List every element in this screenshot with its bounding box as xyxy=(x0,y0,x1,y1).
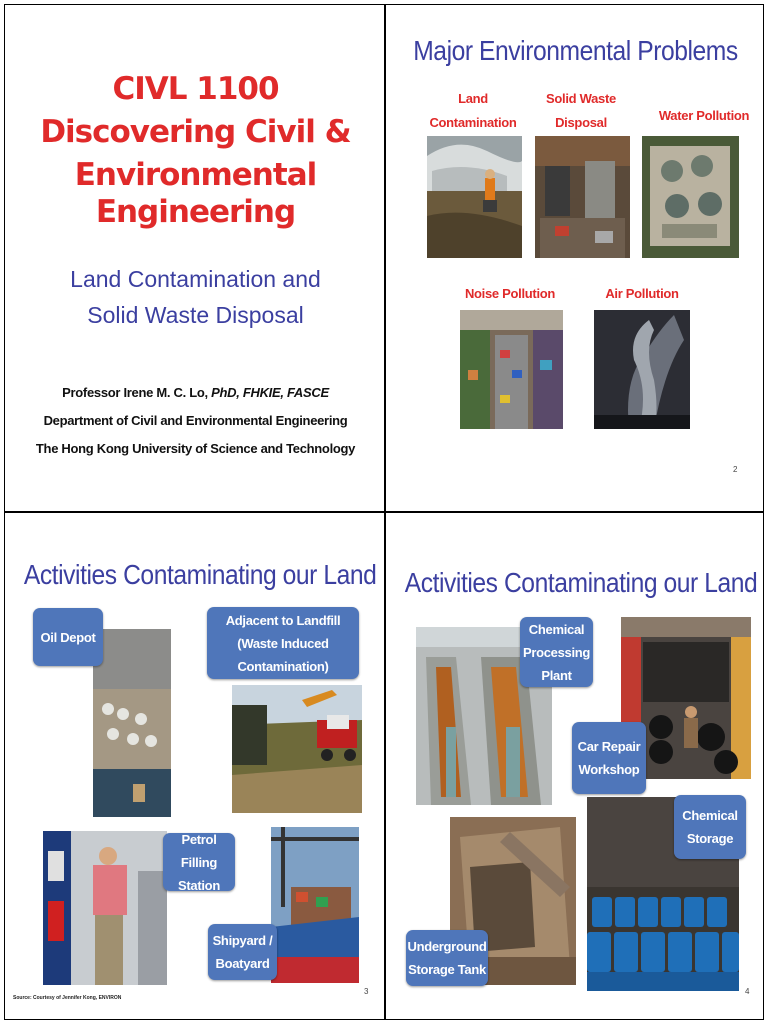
water-pollution-photo xyxy=(642,136,739,258)
shipyard-photo xyxy=(271,827,359,983)
caption-noise-pollution: Noise Pollution xyxy=(464,286,556,301)
source-note: Source: Courtesy of Jennifer Kong, ENVIRON xyxy=(13,995,122,1001)
caption-solid-waste: Solid Waste Disposal xyxy=(546,91,616,130)
page-number: 3 xyxy=(364,987,369,996)
label-chemical-plant: Chemical Processing Plant xyxy=(520,617,593,687)
slide-4-activities xyxy=(385,512,764,1020)
caption-water-pollution: Water Pollution xyxy=(658,108,750,123)
caption-air-pollution: Air Pollution xyxy=(605,286,679,301)
label-landfill: Adjacent to Landfill (Waste Induced Contamination) xyxy=(207,607,359,679)
author-block xyxy=(5,379,385,463)
label-chemical-storage: Chemical Storage xyxy=(674,795,746,859)
university: The Hong Kong University of Science and Technology xyxy=(35,441,356,456)
label-underground-tank: Underground Storage Tank xyxy=(406,930,488,986)
label-petrol-station: Petrol Filling Station xyxy=(163,833,235,891)
slide-2-problems xyxy=(385,4,764,512)
label-oil-depot: Oil Depot xyxy=(33,608,103,666)
subtitle-line-2: Solid Waste Disposal xyxy=(87,302,304,328)
author-line xyxy=(5,379,385,407)
label-car-repair: Car Repair Workshop xyxy=(572,722,646,794)
oil-depot-photo xyxy=(93,629,171,817)
lecture-subtitle xyxy=(5,261,385,333)
solid-waste-photo xyxy=(535,136,630,258)
slide-3-heading: Activities Contaminating our Land xyxy=(23,559,377,590)
noise-pollution-photo xyxy=(460,310,563,429)
caption-land-contamination: Land Contamination xyxy=(429,91,517,130)
author-credentials: PhD, FHKIE, FASCE xyxy=(211,385,329,400)
author-name: Professor Irene M. C. Lo, xyxy=(62,385,212,400)
slide-4-heading: Activities Contaminating our Land xyxy=(404,567,758,598)
page-number: 2 xyxy=(733,465,738,474)
petrol-station-photo xyxy=(43,831,167,985)
landfill-photo xyxy=(232,685,362,813)
department: Department of Civil and Environmental Engineering xyxy=(43,413,348,428)
title-line-3: Environmental Engineering xyxy=(74,157,317,230)
course-title xyxy=(5,71,385,231)
title-line-2: Discovering Civil & xyxy=(40,114,351,150)
page-number: 4 xyxy=(745,987,750,996)
label-shipyard: Shipyard / Boatyard xyxy=(208,924,277,980)
air-pollution-photo xyxy=(594,310,690,429)
slide-3-activities xyxy=(4,512,385,1020)
slide-2-heading: Major Environmental Problems xyxy=(413,35,738,66)
slide-1-title xyxy=(4,4,385,512)
land-contamination-photo xyxy=(427,136,522,258)
title-line-1: CIVL 1100 xyxy=(112,71,279,107)
subtitle-line-1: Land Contamination and xyxy=(70,266,321,292)
